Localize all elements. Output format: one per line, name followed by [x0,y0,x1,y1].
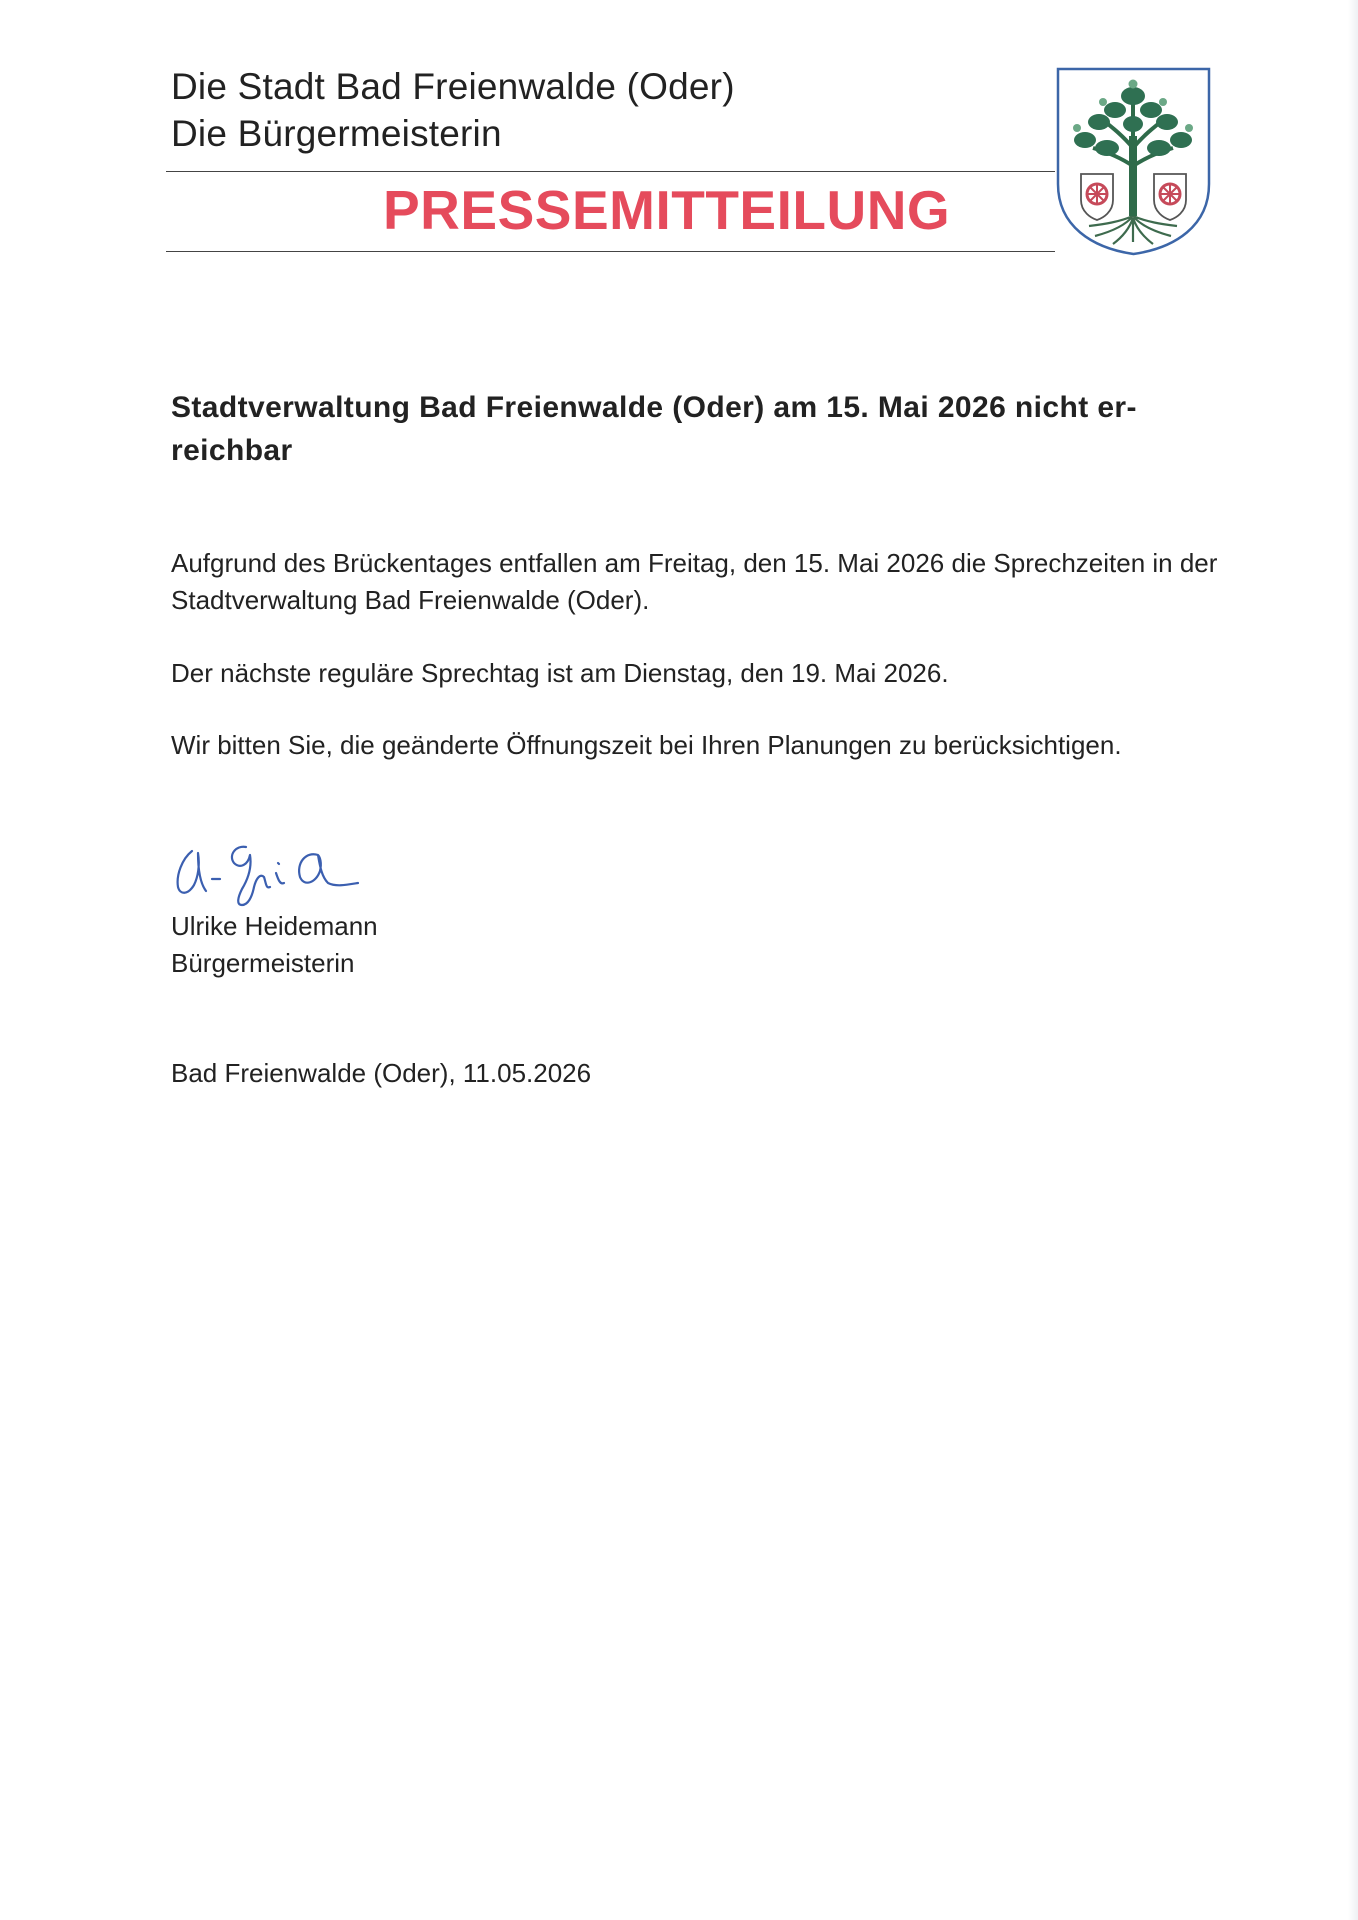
signatory-name: Ulrike Heidemann [171,911,378,941]
body-paragraph: Aufgrund des Brückentages entfallen am Freitag, den 15. Mai 2026 die Sprechzeiten in der Stadtverwaltung Bad Freienwalde (Oder). [171,548,1218,615]
scan-edge-shadow [1348,0,1358,1920]
body-paragraph: Wir bitten Sie, die geänderte Öffnungszeit bei Ihren Planungen zu berücksichtigen. [171,730,1122,760]
issuer-office: Die Bürgermeisterin [171,113,502,154]
body-paragraph: Der nächste reguläre Sprechtag ist am Dienstag, den 19. Mai 2026. [171,658,949,688]
header-rule-top [166,171,1055,172]
header-rule-bottom [166,251,1055,252]
place-and-date: Bad Freienwalde (Oder), 11.05.2026 [171,1058,592,1088]
document-type-title: PRESSEMITTEILUNG [383,179,951,241]
signatory-role: Bürgermeisterin [171,948,355,978]
oak-tree-coat-of-arms-icon [1055,66,1212,256]
headline: Stadtverwaltung Bad Freienwalde (Oder) am 15. Mai 2026 nicht er-reichbar [171,391,1137,467]
handwritten-signature-icon [168,833,368,911]
issuer-city: Die Stadt Bad Freienwalde (Oder) [171,66,735,107]
